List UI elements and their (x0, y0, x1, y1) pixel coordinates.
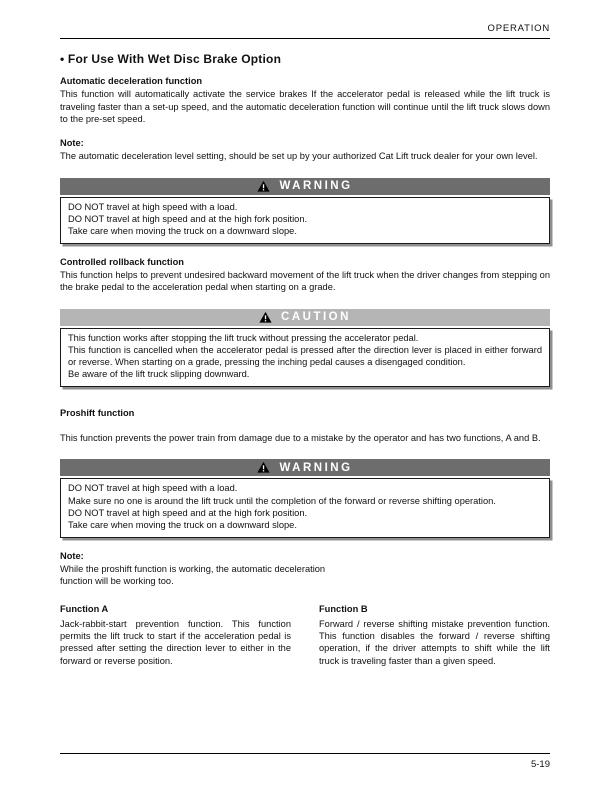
warning-box-2 (60, 459, 550, 537)
warning-body (60, 197, 550, 244)
page-footer (60, 753, 550, 770)
warning-line: Take care when moving the truck on a downward slope. (68, 520, 297, 531)
caution-body (60, 328, 550, 387)
warning-label: WARNING (279, 461, 353, 474)
function-b-column (319, 603, 550, 666)
page-number: 5-19 (530, 759, 550, 770)
rollback-heading: Controlled rollback function (60, 256, 184, 267)
caution-box (60, 309, 550, 387)
warning-line: DO NOT travel at high speed and at the high fork position. (68, 507, 308, 518)
function-a-heading: Function A (60, 604, 109, 615)
header-section-label: OPERATION (487, 23, 550, 34)
rollback-paragraph: This function helps to prevent undesired backward movement of the lift truck when the driver changes from stepping on the brake pedal to the acceleration pedal when starting on a grade. (60, 269, 550, 293)
caution-line: Be aware of the lift truck slipping downward. (68, 369, 250, 380)
warning-bar (60, 178, 550, 195)
warning-triangle-icon (259, 311, 272, 324)
function-a-paragraph: Jack-rabbit-start prevention function. This function permits the lift truck to start if the acceleration pedal is pressed after setting the direction lever to either in the forward or reverse position. (60, 618, 291, 666)
note1-heading: Note: (60, 138, 84, 149)
warning-line: Take care when moving the truck on a downward slope. (68, 226, 297, 237)
note1-paragraph: The automatic deceleration level setting, should be set up by your authorized Cat Lift truck dealer for your own level. (60, 151, 538, 162)
caution-bar (60, 309, 550, 326)
note2-heading: Note: (60, 550, 84, 561)
warning-label: WARNING (279, 180, 353, 193)
function-b-paragraph: Forward / reverse shifting mistake prevention function. This function disables the forward / reverse shifting operation, if the driver attempts to shift while the lift truck is traveling faster than a given speed. (319, 618, 550, 666)
auto-decel-paragraph: This function will automatically activate the service brakes If the accelerator pedal is released while the lift truck is traveling faster than a set-up speed, and the automatic deceleration function will continue until the lift truck slows down to the pre-set speed. (60, 89, 550, 124)
function-a-column (60, 603, 291, 666)
auto-decel-heading: Automatic deceleration function (60, 76, 203, 86)
warning-triangle-icon (257, 461, 270, 474)
caution-label: CAUTION (281, 311, 351, 324)
function-columns (60, 603, 550, 666)
caution-line: This function is cancelled when the accelerator pedal is pressed after the direction lever is placed in either forward or reverse. When starting on a grade, pressing the inching pedal causes a disengaged condition. (68, 344, 542, 368)
page-header (60, 23, 550, 39)
warning-body (60, 478, 550, 537)
page-title: • For Use With Wet Disc Brake Option (60, 52, 282, 66)
warning-bar (60, 459, 550, 476)
warning-line: Make sure no one is around the lift truck until the completion of the forward or reverse shifting operation. (68, 495, 496, 506)
warning-triangle-icon (257, 180, 270, 193)
caution-line: This function works after stopping the lift truck without pressing the accelerator pedal. (68, 332, 419, 343)
warning-line: DO NOT travel at high speed and at the high fork position. (68, 214, 308, 225)
warning-box-1 (60, 178, 550, 244)
function-b-heading: Function B (319, 604, 368, 615)
proshift-heading: Proshift function (60, 407, 135, 418)
note2-paragraph: While the proshift function is working, the automatic deceleration function will be working too. (60, 563, 326, 587)
proshift-paragraph: This function prevents the power train from damage due to a mistake by the operator and has two functions, A and B. (60, 433, 541, 444)
warning-line: DO NOT travel at high speed with a load. (68, 201, 238, 212)
warning-line: DO NOT travel at high speed with a load. (68, 483, 238, 494)
